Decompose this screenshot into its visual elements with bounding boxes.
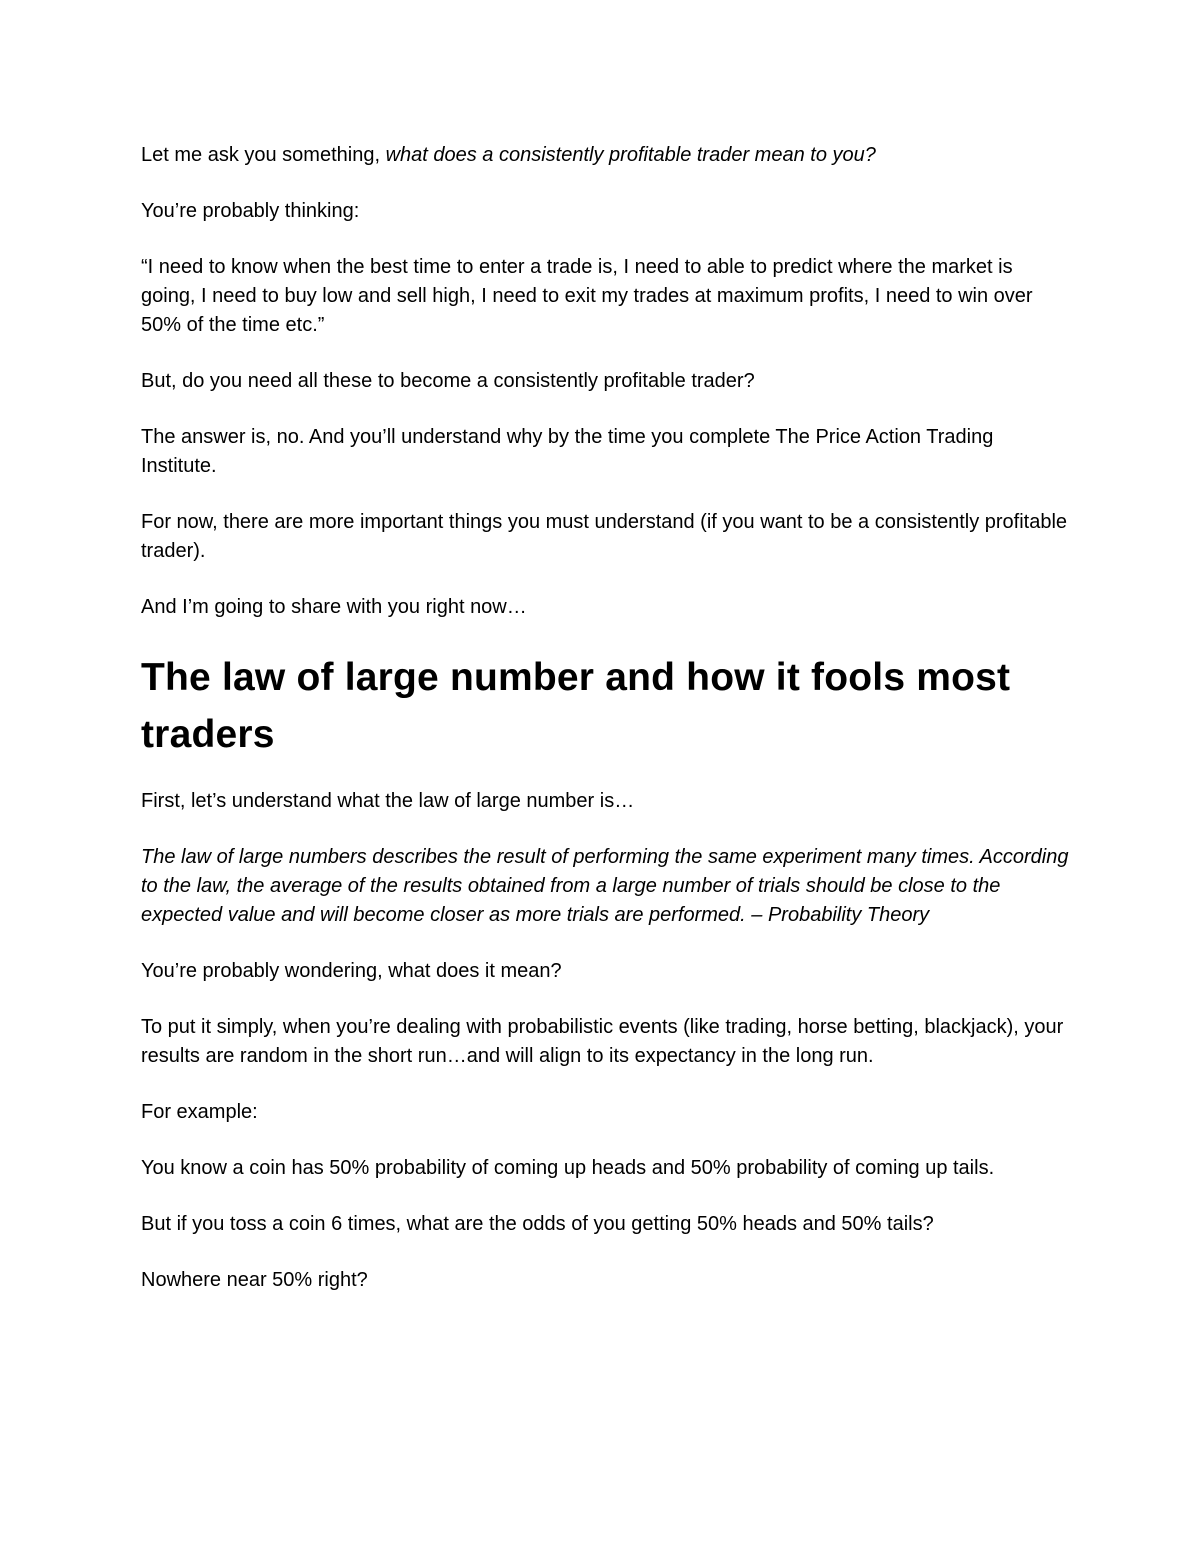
section-heading: The law of large number and how it fools most traders xyxy=(141,656,1011,756)
paragraph-trader-needs-quote: “I need to know when the best time to enter a trade is, I need to able to predict where the market is going, I need to buy low and sell high, I need to exit my trades at maximum profits, I need to win over 50% of the time etc.” xyxy=(141,256,1033,336)
paragraph-definition-quote: The law of large numbers describes the result of performing the same experiment many times. According to the law, the average of the results obtained from a large number of trials should be close to the expected value and will become closer as more trials are performed. – Probability Theory xyxy=(141,846,1069,926)
paragraph-toss-six-times: But if you toss a coin 6 times, what are the odds of you getting 50% heads and 50% tails? xyxy=(141,1213,934,1235)
paragraph-coin-probability: You know a coin has 50% probability of coming up heads and 50% probability of coming up tails. xyxy=(141,1157,995,1179)
intro-italic-question: what does a consistently profitable trader mean to you? xyxy=(385,144,876,166)
paragraph-for-now: For now, there are more important things you must understand (if you want to be a consistently profitable trader). xyxy=(141,511,1068,562)
paragraph-do-you-need: But, do you need all these to become a consistently profitable trader? xyxy=(141,370,755,392)
paragraph-wondering: You’re probably wondering, what does it mean? xyxy=(141,960,562,982)
intro-lead-text: Let me ask you something, xyxy=(141,144,386,166)
paragraph-nowhere-near: Nowhere near 50% right? xyxy=(141,1269,368,1291)
paragraph-simply: To put it simply, when you’re dealing with probabilistic events (like trading, horse betting, blackjack), your results are random in the short run…and will align to its expectancy in the long run. xyxy=(141,1016,1064,1067)
paragraph-first-understand: First, let’s understand what the law of large number is… xyxy=(141,790,635,812)
paragraph-share-now: And I’m going to share with you right now… xyxy=(141,596,527,618)
paragraph-answer-no: The answer is, no. And you’ll understand why by the time you complete The Price Action Trading Institute. xyxy=(141,426,994,477)
paragraph-thinking: You’re probably thinking: xyxy=(141,200,360,222)
document-body xyxy=(141,141,1071,1322)
paragraph-for-example: For example: xyxy=(141,1101,258,1123)
paragraph-intro-question xyxy=(141,141,1071,170)
